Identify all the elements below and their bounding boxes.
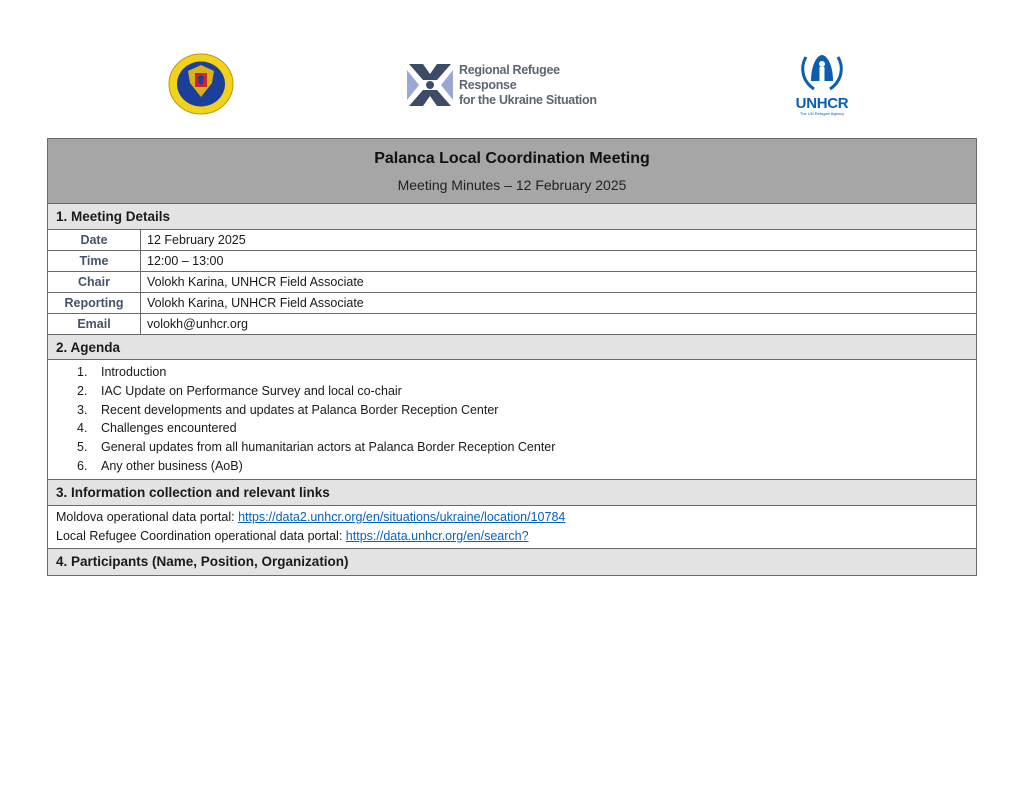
details-label: Time bbox=[48, 251, 141, 271]
regional-logo-line2: for the Ukraine Situation bbox=[459, 92, 597, 107]
details-value: Volokh Karina, UNHCR Field Associate bbox=[147, 275, 364, 289]
agenda-item-text: General updates from all humanitarian actors at Palanca Border Reception Center bbox=[101, 440, 556, 455]
details-value: 12:00 – 13:00 bbox=[147, 254, 224, 268]
details-row-date bbox=[48, 230, 976, 251]
title-block bbox=[48, 139, 976, 204]
agenda-item bbox=[77, 438, 976, 457]
section-heading-links: 3. Information collection and relevant links bbox=[48, 480, 976, 506]
agenda-item-number: 3. bbox=[77, 402, 88, 417]
details-value: Volokh Karina, UNHCR Field Associate bbox=[147, 296, 364, 310]
link-line-local-portal bbox=[56, 527, 976, 546]
moldova-data-portal-link[interactable]: https://data2.unhcr.org/en/situations/ukraine/location/10784 bbox=[238, 509, 566, 524]
agenda-item-text: IAC Update on Performance Survey and local co-chair bbox=[101, 383, 402, 398]
agenda-list bbox=[48, 360, 976, 480]
local-data-portal-link[interactable]: https://data.unhcr.org/en/search? bbox=[345, 528, 529, 543]
details-row-chair bbox=[48, 272, 976, 293]
agenda-item-text: Any other business (AoB) bbox=[101, 458, 243, 473]
regional-logo-line1: Regional Refugee Response bbox=[459, 62, 560, 92]
link-label: Local Refugee Coordination operational data portal: bbox=[56, 528, 346, 543]
details-label: Email bbox=[48, 314, 141, 334]
unhcr-logo bbox=[792, 51, 852, 117]
section-heading-participants: 4. Participants (Name, Position, Organization) bbox=[48, 549, 976, 575]
unhcr-emblem-icon bbox=[796, 51, 848, 93]
moldova-coat-of-arms-icon bbox=[168, 53, 234, 115]
agenda-item-number: 1. bbox=[77, 365, 88, 379]
agenda-item-number: 5. bbox=[77, 440, 88, 455]
unhcr-tagline: The UN Refugee Agency bbox=[799, 111, 845, 116]
details-label: Reporting bbox=[48, 293, 141, 313]
link-line-moldova-portal bbox=[56, 508, 976, 527]
regional-refugee-response-logo bbox=[405, 60, 620, 110]
links-list bbox=[48, 506, 976, 549]
minutes-table bbox=[47, 138, 977, 576]
moldova-seal-logo bbox=[168, 53, 234, 115]
details-value: volokh@unhcr.org bbox=[147, 317, 248, 331]
document-subtitle: Meeting Minutes – 12 February 2025 bbox=[397, 177, 627, 193]
agenda-item-text: Recent developments and updates at Palanca Border Reception Center bbox=[101, 402, 499, 417]
details-value: 12 February 2025 bbox=[147, 233, 246, 247]
agenda-item-text: Introduction bbox=[101, 365, 167, 379]
agenda-item-number: 2. bbox=[77, 383, 88, 398]
agenda-item bbox=[77, 363, 976, 382]
details-label: Date bbox=[48, 230, 141, 250]
agenda-item-text: Challenges encountered bbox=[101, 421, 237, 436]
agenda-item bbox=[77, 382, 976, 401]
agenda-item bbox=[77, 457, 976, 476]
agenda-item-number: 4. bbox=[77, 421, 88, 436]
details-row-time bbox=[48, 251, 976, 272]
agenda-item-number: 6. bbox=[77, 458, 88, 473]
details-row-reporting bbox=[48, 293, 976, 314]
link-label: Moldova operational data portal: bbox=[56, 509, 239, 524]
document-title: Palanca Local Coordination Meeting bbox=[374, 150, 650, 167]
section-heading-meeting-details: 1. Meeting Details bbox=[48, 204, 976, 230]
details-row-email bbox=[48, 314, 976, 334]
section-heading-agenda: 2. Agenda bbox=[48, 334, 976, 360]
meeting-details bbox=[48, 230, 976, 334]
agenda-item bbox=[77, 401, 976, 420]
agenda-item bbox=[77, 419, 976, 438]
unhcr-wordmark: UNHCR bbox=[795, 95, 849, 112]
regional-refugee-response-mark-icon bbox=[405, 60, 455, 110]
details-label: Chair bbox=[48, 272, 141, 292]
